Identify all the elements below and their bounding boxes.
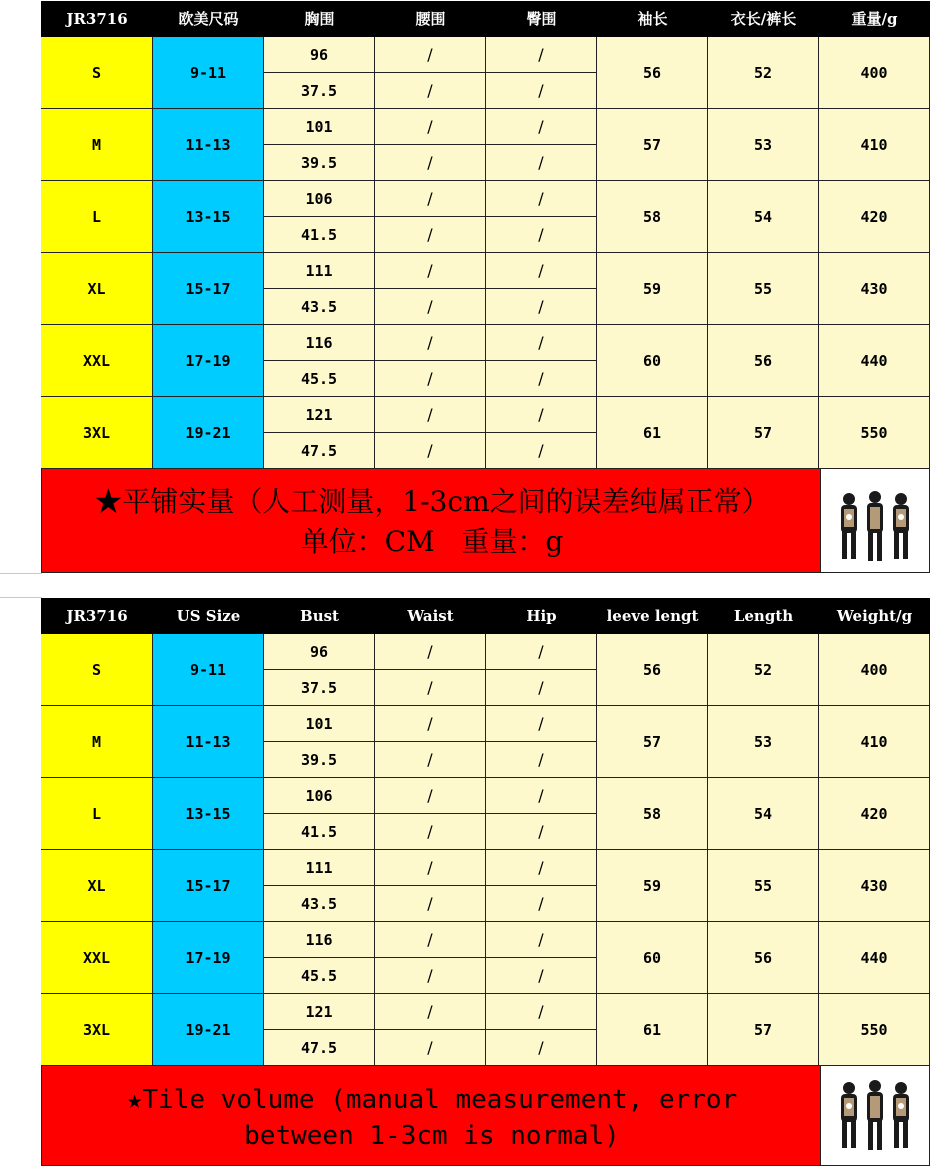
weight-cell: 430 — [819, 253, 930, 325]
sleeve-length-cell: 57 — [597, 109, 708, 181]
length-cell: 54 — [708, 778, 819, 850]
divider-line — [0, 573, 42, 574]
size-label-cell: M — [41, 706, 153, 778]
sleeve-length-cell: 58 — [597, 181, 708, 253]
waist-cell: / — [375, 73, 486, 109]
measurement-note-banner — [41, 468, 821, 573]
sleeve-length-cell: 61 — [597, 397, 708, 469]
header-length: Length — [733, 607, 794, 625]
hip-cell: / — [486, 37, 597, 73]
us-size-cell: 17-19 — [153, 325, 264, 397]
hip-cell: / — [486, 1030, 597, 1066]
bust-cell: 101 — [264, 706, 375, 742]
waist-cell: / — [375, 433, 486, 469]
weight-cell: 550 — [819, 397, 930, 469]
bust-cell: 43.5 — [264, 289, 375, 325]
header-code: JR3716 — [66, 10, 128, 28]
model-photo — [820, 1065, 930, 1166]
size-label-cell: L — [41, 778, 153, 850]
weight-cell: 410 — [819, 706, 930, 778]
us-size-cell: 19-21 — [153, 397, 264, 469]
bust-cell: 111 — [264, 850, 375, 886]
waist-cell: / — [375, 742, 486, 778]
note-line-1: ★平铺实量（人工测量，1-3cm之间的误差纯属正常） — [94, 485, 770, 518]
hip-cell: / — [486, 670, 597, 706]
waist-cell: / — [375, 706, 486, 742]
divider-line — [0, 597, 42, 598]
header-bust: 胸围 — [304, 10, 335, 28]
us-size-cell: 19-21 — [153, 994, 264, 1066]
header-sleeve-length: leeve lengt — [606, 607, 699, 625]
header-waist: Waist — [407, 607, 454, 625]
bust-cell: 45.5 — [264, 361, 375, 397]
bust-cell: 121 — [264, 397, 375, 433]
us-size-cell: 13-15 — [153, 181, 264, 253]
hip-cell: / — [486, 958, 597, 994]
bust-cell: 47.5 — [264, 433, 375, 469]
sleeve-length-cell: 59 — [597, 253, 708, 325]
hip-cell: / — [486, 886, 597, 922]
bust-cell: 41.5 — [264, 814, 375, 850]
us-size-cell: 11-13 — [153, 109, 264, 181]
header-hip: Hip — [526, 607, 557, 625]
hip-cell: / — [486, 145, 597, 181]
waist-cell: / — [375, 109, 486, 145]
bust-cell: 106 — [264, 181, 375, 217]
bust-cell: 41.5 — [264, 217, 375, 253]
bust-cell: 45.5 — [264, 958, 375, 994]
length-cell: 52 — [708, 634, 819, 706]
hip-cell: / — [486, 742, 597, 778]
waist-cell: / — [375, 922, 486, 958]
header-weight: Weight/g — [836, 607, 913, 625]
bust-cell: 106 — [264, 778, 375, 814]
note-line-1: ★Tile volume (manual measurement, error — [126, 1085, 738, 1115]
hip-cell: / — [486, 109, 597, 145]
length-cell: 52 — [708, 37, 819, 109]
model-photo — [820, 468, 930, 573]
waist-cell: / — [375, 145, 486, 181]
sleeve-length-cell: 57 — [597, 706, 708, 778]
bust-cell: 47.5 — [264, 1030, 375, 1066]
table-header-row — [41, 1, 930, 37]
header-us-size: 欧美尺码 — [178, 10, 239, 28]
waist-cell: / — [375, 670, 486, 706]
hip-cell: / — [486, 778, 597, 814]
measurement-note-banner — [41, 1065, 821, 1166]
size-label-cell: L — [41, 181, 153, 253]
bust-cell: 96 — [264, 634, 375, 670]
bust-cell: 116 — [264, 922, 375, 958]
waist-cell: / — [375, 1030, 486, 1066]
waist-cell: / — [375, 37, 486, 73]
header-us-size: US Size — [176, 607, 241, 625]
size-label-cell: S — [41, 634, 153, 706]
size-label-cell: XL — [41, 850, 153, 922]
waist-cell: / — [375, 850, 486, 886]
weight-cell: 440 — [819, 922, 930, 994]
length-cell: 54 — [708, 181, 819, 253]
length-cell: 55 — [708, 253, 819, 325]
header-length: 衣长/裤长 — [730, 10, 797, 28]
hip-cell: / — [486, 850, 597, 886]
table-header-row — [41, 598, 930, 634]
sleeve-length-cell: 61 — [597, 994, 708, 1066]
bust-cell: 116 — [264, 325, 375, 361]
waist-cell: / — [375, 181, 486, 217]
waist-cell: / — [375, 397, 486, 433]
waist-cell: / — [375, 634, 486, 670]
weight-cell: 420 — [819, 778, 930, 850]
three-models-photo-icon — [821, 1066, 929, 1165]
bust-cell: 39.5 — [264, 145, 375, 181]
hip-cell: / — [486, 361, 597, 397]
sleeve-length-cell: 60 — [597, 325, 708, 397]
hip-cell: / — [486, 922, 597, 958]
length-cell: 56 — [708, 325, 819, 397]
us-size-cell: 9-11 — [153, 37, 264, 109]
waist-cell: / — [375, 217, 486, 253]
size-label-cell: XXL — [41, 325, 153, 397]
weight-cell: 440 — [819, 325, 930, 397]
bust-cell: 111 — [264, 253, 375, 289]
hip-cell: / — [486, 433, 597, 469]
hip-cell: / — [486, 994, 597, 1030]
waist-cell: / — [375, 814, 486, 850]
note-line-2: 单位：CM 重量：g — [300, 525, 564, 558]
sleeve-length-cell: 56 — [597, 37, 708, 109]
us-size-cell: 9-11 — [153, 634, 264, 706]
us-size-cell: 13-15 — [153, 778, 264, 850]
header-waist: 腰围 — [415, 10, 446, 28]
waist-cell: / — [375, 886, 486, 922]
weight-cell: 430 — [819, 850, 930, 922]
bust-cell: 96 — [264, 37, 375, 73]
waist-cell: / — [375, 958, 486, 994]
waist-cell: / — [375, 289, 486, 325]
us-size-cell: 17-19 — [153, 922, 264, 994]
weight-cell: 410 — [819, 109, 930, 181]
weight-cell: 400 — [819, 634, 930, 706]
length-cell: 57 — [708, 994, 819, 1066]
hip-cell: / — [486, 814, 597, 850]
hip-cell: / — [486, 217, 597, 253]
size-label-cell: XXL — [41, 922, 153, 994]
size-label-cell: M — [41, 109, 153, 181]
header-hip: 臀围 — [526, 10, 557, 28]
header-sleeve-length: 袖长 — [637, 10, 668, 28]
hip-cell: / — [486, 253, 597, 289]
three-models-photo-icon — [821, 469, 929, 572]
weight-cell: 400 — [819, 37, 930, 109]
bust-cell: 121 — [264, 994, 375, 1030]
waist-cell: / — [375, 994, 486, 1030]
hip-cell: / — [486, 325, 597, 361]
hip-cell: / — [486, 181, 597, 217]
hip-cell: / — [486, 397, 597, 433]
bust-cell: 37.5 — [264, 73, 375, 109]
waist-cell: / — [375, 778, 486, 814]
size-label-cell: XL — [41, 253, 153, 325]
weight-cell: 550 — [819, 994, 930, 1066]
size-label-cell: 3XL — [41, 397, 153, 469]
sleeve-length-cell: 58 — [597, 778, 708, 850]
bust-cell: 37.5 — [264, 670, 375, 706]
length-cell: 55 — [708, 850, 819, 922]
sleeve-length-cell: 56 — [597, 634, 708, 706]
size-label-cell: S — [41, 37, 153, 109]
note-line-2: between 1-3cm is normal) — [244, 1121, 620, 1151]
size-table-chinese — [41, 1, 930, 573]
waist-cell: / — [375, 325, 486, 361]
sleeve-length-cell: 60 — [597, 922, 708, 994]
length-cell: 53 — [708, 109, 819, 181]
hip-cell: / — [486, 706, 597, 742]
us-size-cell: 15-17 — [153, 850, 264, 922]
size-label-cell: 3XL — [41, 994, 153, 1066]
length-cell: 53 — [708, 706, 819, 778]
bust-cell: 101 — [264, 109, 375, 145]
bust-cell: 43.5 — [264, 886, 375, 922]
hip-cell: / — [486, 289, 597, 325]
size-table-english — [41, 598, 930, 1166]
waist-cell: / — [375, 253, 486, 289]
hip-cell: / — [486, 73, 597, 109]
sleeve-length-cell: 59 — [597, 850, 708, 922]
length-cell: 57 — [708, 397, 819, 469]
length-cell: 56 — [708, 922, 819, 994]
header-weight: 重量/g — [851, 10, 898, 28]
waist-cell: / — [375, 361, 486, 397]
weight-cell: 420 — [819, 181, 930, 253]
us-size-cell: 11-13 — [153, 706, 264, 778]
header-bust: Bust — [300, 607, 339, 625]
bust-cell: 39.5 — [264, 742, 375, 778]
us-size-cell: 15-17 — [153, 253, 264, 325]
header-code: JR3716 — [66, 607, 128, 625]
hip-cell: / — [486, 634, 597, 670]
